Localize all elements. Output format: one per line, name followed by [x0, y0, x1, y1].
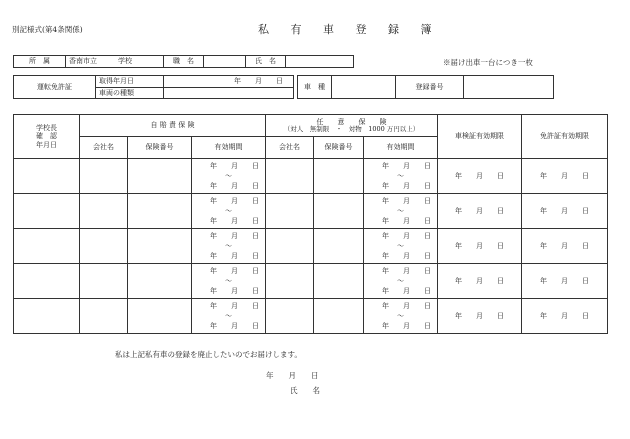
- compulsory-company-cell[interactable]: [80, 299, 128, 334]
- position-label: 職 名: [164, 56, 204, 68]
- affiliation-value: 香南市立 学校: [66, 56, 164, 68]
- voluntary-policy-cell[interactable]: [314, 229, 364, 264]
- period-tilde: 〜: [225, 312, 232, 320]
- voluntary-policy-cell[interactable]: [314, 159, 364, 194]
- compulsory-policy-cell[interactable]: [128, 159, 192, 194]
- confirm-cell[interactable]: [14, 194, 80, 229]
- period-tilde: 〜: [225, 277, 232, 285]
- voluntary-subtitle: （対人 無制限 ・ 対物 1000 万円以上）: [283, 124, 420, 133]
- confirm-cell[interactable]: [14, 264, 80, 299]
- voluntary-company-cell[interactable]: [266, 159, 314, 194]
- page-title: 私 有 車 登 録 簿: [258, 23, 441, 36]
- period-end: 年 月 日: [210, 182, 259, 190]
- table-row: [14, 159, 608, 194]
- table-body: [14, 159, 608, 334]
- car-model-label: 車 種: [298, 76, 332, 99]
- compulsory-company-cell[interactable]: [80, 264, 128, 299]
- confirm-cell[interactable]: [14, 299, 80, 334]
- voluntary-period-cell[interactable]: [364, 264, 438, 299]
- period-end: 年 月 日: [382, 322, 432, 330]
- period-end: 年 月 日: [210, 322, 259, 330]
- acquired-label: 取得年月日: [96, 76, 164, 88]
- period-start: 年 月 日: [382, 197, 432, 205]
- inspection-expiry-cell[interactable]: 年 月 日: [438, 264, 522, 299]
- principal-confirm-header: 学校長 確 認 年月日: [14, 115, 80, 159]
- period-tilde: 〜: [397, 277, 404, 285]
- confirm-cell[interactable]: [14, 229, 80, 264]
- compulsory-period-cell[interactable]: [192, 264, 266, 299]
- period-end: 年 月 日: [210, 287, 259, 295]
- reg-number-label: 登録番号: [396, 76, 464, 99]
- license-expiry-cell[interactable]: 年 月 日: [522, 299, 608, 334]
- period-tilde: 〜: [397, 312, 404, 320]
- col-company: 会社名: [80, 137, 128, 159]
- col-period: 有効期間: [192, 137, 266, 159]
- reg-number-field[interactable]: [464, 76, 554, 99]
- inspection-expiry-cell[interactable]: 年 月 日: [438, 194, 522, 229]
- license-expiry-cell[interactable]: 年 月 日: [522, 264, 608, 299]
- period-end: 年 月 日: [382, 252, 432, 260]
- compulsory-policy-cell[interactable]: [128, 299, 192, 334]
- col-period-2: 有効期間: [364, 137, 438, 159]
- footer-name[interactable]: 氏 名: [290, 386, 320, 395]
- compulsory-company-cell[interactable]: [80, 229, 128, 264]
- footer-date[interactable]: 年 月 日: [266, 371, 319, 380]
- period-start: 年 月 日: [210, 197, 259, 205]
- compulsory-period-cell[interactable]: [192, 159, 266, 194]
- license-label: 運転免許証: [14, 76, 96, 99]
- period-tilde: 〜: [397, 207, 404, 215]
- affiliation-label: 所 属: [14, 56, 66, 68]
- voluntary-header: [266, 115, 438, 137]
- note-text: ※届け出車一台につき一枚: [443, 58, 533, 67]
- col-policy-2: 保険番号: [314, 137, 364, 159]
- period-end: 年 月 日: [210, 252, 259, 260]
- voluntary-company-cell[interactable]: [266, 299, 314, 334]
- period-start: 年 月 日: [210, 232, 259, 240]
- compulsory-policy-cell[interactable]: [128, 194, 192, 229]
- voluntary-company-cell[interactable]: [266, 229, 314, 264]
- compulsory-period-cell[interactable]: [192, 299, 266, 334]
- inspection-expiry-cell[interactable]: 年 月 日: [438, 229, 522, 264]
- license-block: [13, 75, 294, 99]
- voluntary-period-cell[interactable]: [364, 229, 438, 264]
- period-tilde: 〜: [397, 242, 404, 250]
- period-end: 年 月 日: [210, 217, 259, 225]
- period-start: 年 月 日: [382, 302, 432, 310]
- license-expiry-cell[interactable]: 年 月 日: [522, 194, 608, 229]
- period-start: 年 月 日: [210, 267, 259, 275]
- voluntary-period-cell[interactable]: [364, 299, 438, 334]
- inspection-header: 車検証有効期限: [438, 115, 522, 159]
- period-tilde: 〜: [225, 207, 232, 215]
- inspection-expiry-cell[interactable]: 年 月 日: [438, 299, 522, 334]
- name-field[interactable]: [286, 56, 354, 68]
- period-start: 年 月 日: [382, 162, 432, 170]
- confirm-cell[interactable]: [14, 159, 80, 194]
- vehicle-type-label: 車両の種類: [96, 87, 164, 99]
- period-tilde: 〜: [397, 172, 404, 180]
- period-start: 年 月 日: [210, 302, 259, 310]
- period-tilde: 〜: [225, 172, 232, 180]
- statement-text: 私は上記私有車の登録を廃止したいのでお届けします。: [115, 350, 302, 359]
- vehicle-block: [297, 75, 554, 99]
- table-row: [14, 299, 608, 334]
- table-row: [14, 194, 608, 229]
- car-model-field[interactable]: [332, 76, 396, 99]
- compulsory-company-cell[interactable]: [80, 159, 128, 194]
- voluntary-policy-cell[interactable]: [314, 264, 364, 299]
- compulsory-company-cell[interactable]: [80, 194, 128, 229]
- compulsory-policy-cell[interactable]: [128, 229, 192, 264]
- period-start: 年 月 日: [210, 162, 259, 170]
- compulsory-period-cell[interactable]: [192, 194, 266, 229]
- license-expiry-header: 免許証有効期限: [522, 115, 608, 159]
- voluntary-policy-cell[interactable]: [314, 299, 364, 334]
- form-label: 別記様式(第4条関係): [12, 25, 83, 34]
- voluntary-company-cell[interactable]: [266, 264, 314, 299]
- voluntary-title: 任 意 保 険: [316, 117, 387, 126]
- period-end: 年 月 日: [382, 287, 432, 295]
- name-label: 氏 名: [246, 56, 286, 68]
- license-expiry-cell[interactable]: 年 月 日: [522, 229, 608, 264]
- voluntary-period-cell[interactable]: [364, 194, 438, 229]
- period-start: 年 月 日: [382, 267, 432, 275]
- inspection-expiry-cell[interactable]: 年 月 日: [438, 159, 522, 194]
- col-policy: 保険番号: [128, 137, 192, 159]
- period-end: 年 月 日: [382, 217, 432, 225]
- compulsory-header: 自 賠 責 保 険: [80, 115, 266, 137]
- table-row: [14, 229, 608, 264]
- period-tilde: 〜: [225, 242, 232, 250]
- voluntary-policy-cell[interactable]: [314, 194, 364, 229]
- voluntary-period-cell[interactable]: [364, 159, 438, 194]
- compulsory-policy-cell[interactable]: [128, 264, 192, 299]
- insurance-table: [13, 114, 608, 334]
- period-end: 年 月 日: [382, 182, 432, 190]
- voluntary-company-cell[interactable]: [266, 194, 314, 229]
- table-row: [14, 264, 608, 299]
- vehicle-type-field[interactable]: [164, 87, 294, 99]
- period-start: 年 月 日: [382, 232, 432, 240]
- col-company-2: 会社名: [266, 137, 314, 159]
- license-expiry-cell[interactable]: 年 月 日: [522, 159, 608, 194]
- position-field[interactable]: [204, 56, 246, 68]
- acquired-date[interactable]: 年 月 日: [164, 76, 294, 88]
- applicant-row: [13, 55, 354, 68]
- compulsory-period-cell[interactable]: [192, 229, 266, 264]
